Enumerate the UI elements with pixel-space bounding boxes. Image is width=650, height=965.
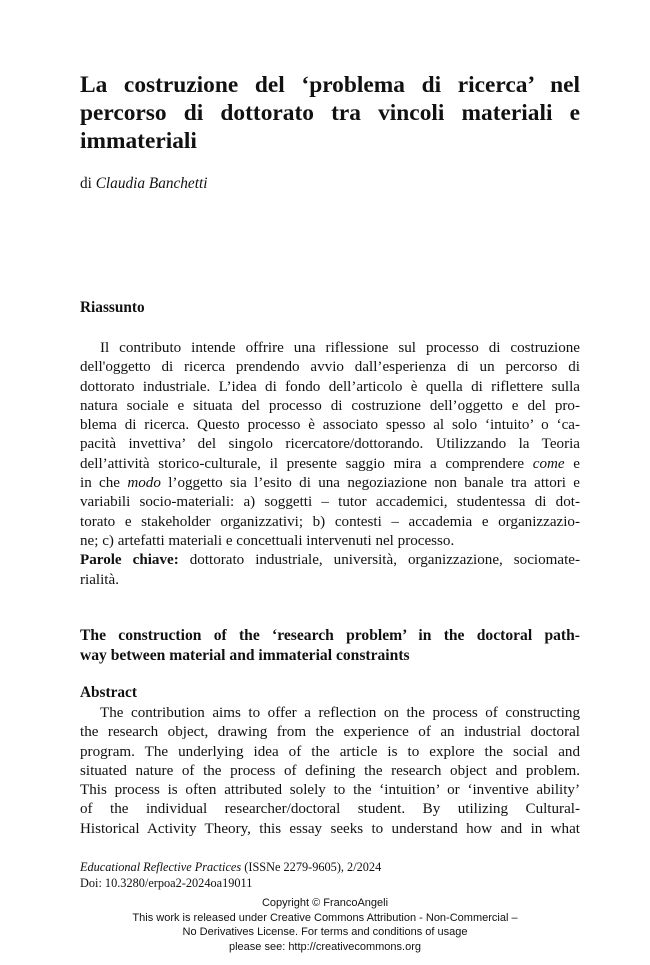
riassunto-line: dottorato industriale. L’idea di fondo dell’articolo è quella di riflettere sulla bbox=[80, 378, 580, 395]
license-line: No Derivatives License. For terms and conditions of usage bbox=[182, 926, 468, 938]
author-byline bbox=[80, 175, 207, 193]
line-text: in che bbox=[80, 475, 121, 492]
abstract-text bbox=[80, 704, 580, 839]
article-title bbox=[80, 71, 580, 155]
abstract-line: This process is often attributed solely to the ‘intuition’ or ‘inventive ability’ bbox=[80, 782, 580, 799]
riassunto-line: dell'oggetto di ricerca prendendo avvio dall’esperienza di un percorso di bbox=[80, 359, 580, 376]
line-text: e bbox=[573, 455, 580, 472]
riassunto-line: natura sociale e situata del processo di costruzione dell’oggetto e del pro- bbox=[80, 397, 580, 414]
license-line: please see: http://creativecommons.org bbox=[229, 940, 421, 953]
riassunto-line: torato e stakeholder organizzativi; b) contesti – accademia e organizzazio- bbox=[80, 513, 580, 530]
abstract-line: of the individual researcher/doctoral student. By utilizing Cultural- bbox=[80, 801, 580, 818]
riassunto-text bbox=[80, 339, 580, 590]
license-line: Copyright © FrancoAngeli bbox=[261, 897, 389, 909]
abstract-line: situated nature of the process of defining the research object and problem. bbox=[80, 762, 580, 779]
journal-name: Educational Reflective Practices bbox=[80, 860, 242, 874]
title-line: percorso di dottorato tra vincoli materiali e bbox=[80, 100, 580, 126]
title-line: La costruzione del ‘problema di ricerca’ nel bbox=[80, 72, 580, 98]
keywords-text: dottorato industriale, università, organizzazione, sociomate- bbox=[189, 552, 580, 569]
title-line: immateriali bbox=[80, 128, 197, 154]
english-title-line: The construction of the ‘research problem’ in the doctoral path- bbox=[80, 627, 580, 644]
keywords-line: rialità. bbox=[80, 571, 119, 588]
keywords-line bbox=[80, 551, 580, 570]
riassunto-line: variabili socio-materiali: a) soggetti – tutor accademici, studentessa di dot- bbox=[80, 494, 580, 511]
abstract-line: program. The underlying idea of the article is to explore the social and bbox=[80, 743, 580, 760]
keywords-label: Parole chiave: bbox=[80, 552, 179, 569]
riassunto-line: ne; c) artefatti materiali e concettuali intervenuti nel processo. bbox=[80, 532, 455, 549]
journal-citation bbox=[80, 860, 381, 876]
emphasis-come: come bbox=[532, 455, 565, 472]
riassunto-line: blema di ricerca. Questo processo è associato spesso al solo ‘intuito’ o ‘ca- bbox=[80, 417, 580, 434]
license-notice bbox=[80, 896, 570, 954]
byline-prefix: di bbox=[80, 175, 92, 192]
line-text: l’oggetto sia l’esito di una negoziazione non banale tra attori e bbox=[168, 475, 581, 492]
riassunto-heading: Riassunto bbox=[80, 299, 145, 316]
abstract-line: the research object, drawing from the experience of an industrial doctoral bbox=[80, 724, 580, 741]
license-line: This work is released under Creative Commons Attribution - Non-Commercial – bbox=[132, 911, 518, 924]
abstract-heading: Abstract bbox=[80, 684, 137, 701]
riassunto-line bbox=[80, 474, 580, 493]
english-title-line: way between material and immaterial constraints bbox=[80, 647, 410, 664]
abstract-line: Historical Activity Theory, this essay seeks to understand how and in what bbox=[80, 820, 580, 837]
doi-text: Doi: 10.3280/erpoa2-2024oa19011 bbox=[80, 875, 253, 890]
journal-footer bbox=[80, 860, 381, 891]
riassunto-line: Il contributo intende offrire una riflessione sul processo di costruzione bbox=[100, 340, 580, 356]
riassunto-line bbox=[80, 455, 580, 474]
journal-details: (ISSNe 2279-9605), 2/2024 bbox=[244, 860, 382, 874]
line-text: dell’attività storico-culturale, il presente saggio mira a comprendere bbox=[80, 455, 525, 472]
author-name: Claudia Banchetti bbox=[95, 175, 208, 192]
abstract-line: The contribution aims to offer a reflection on the process of constructing bbox=[100, 705, 580, 721]
riassunto-line: pacità invettiva’ del singolo ricercatore/dottorando. Utilizzando la Teoria bbox=[80, 436, 580, 453]
emphasis-modo: modo bbox=[127, 475, 161, 492]
english-title bbox=[80, 626, 580, 666]
